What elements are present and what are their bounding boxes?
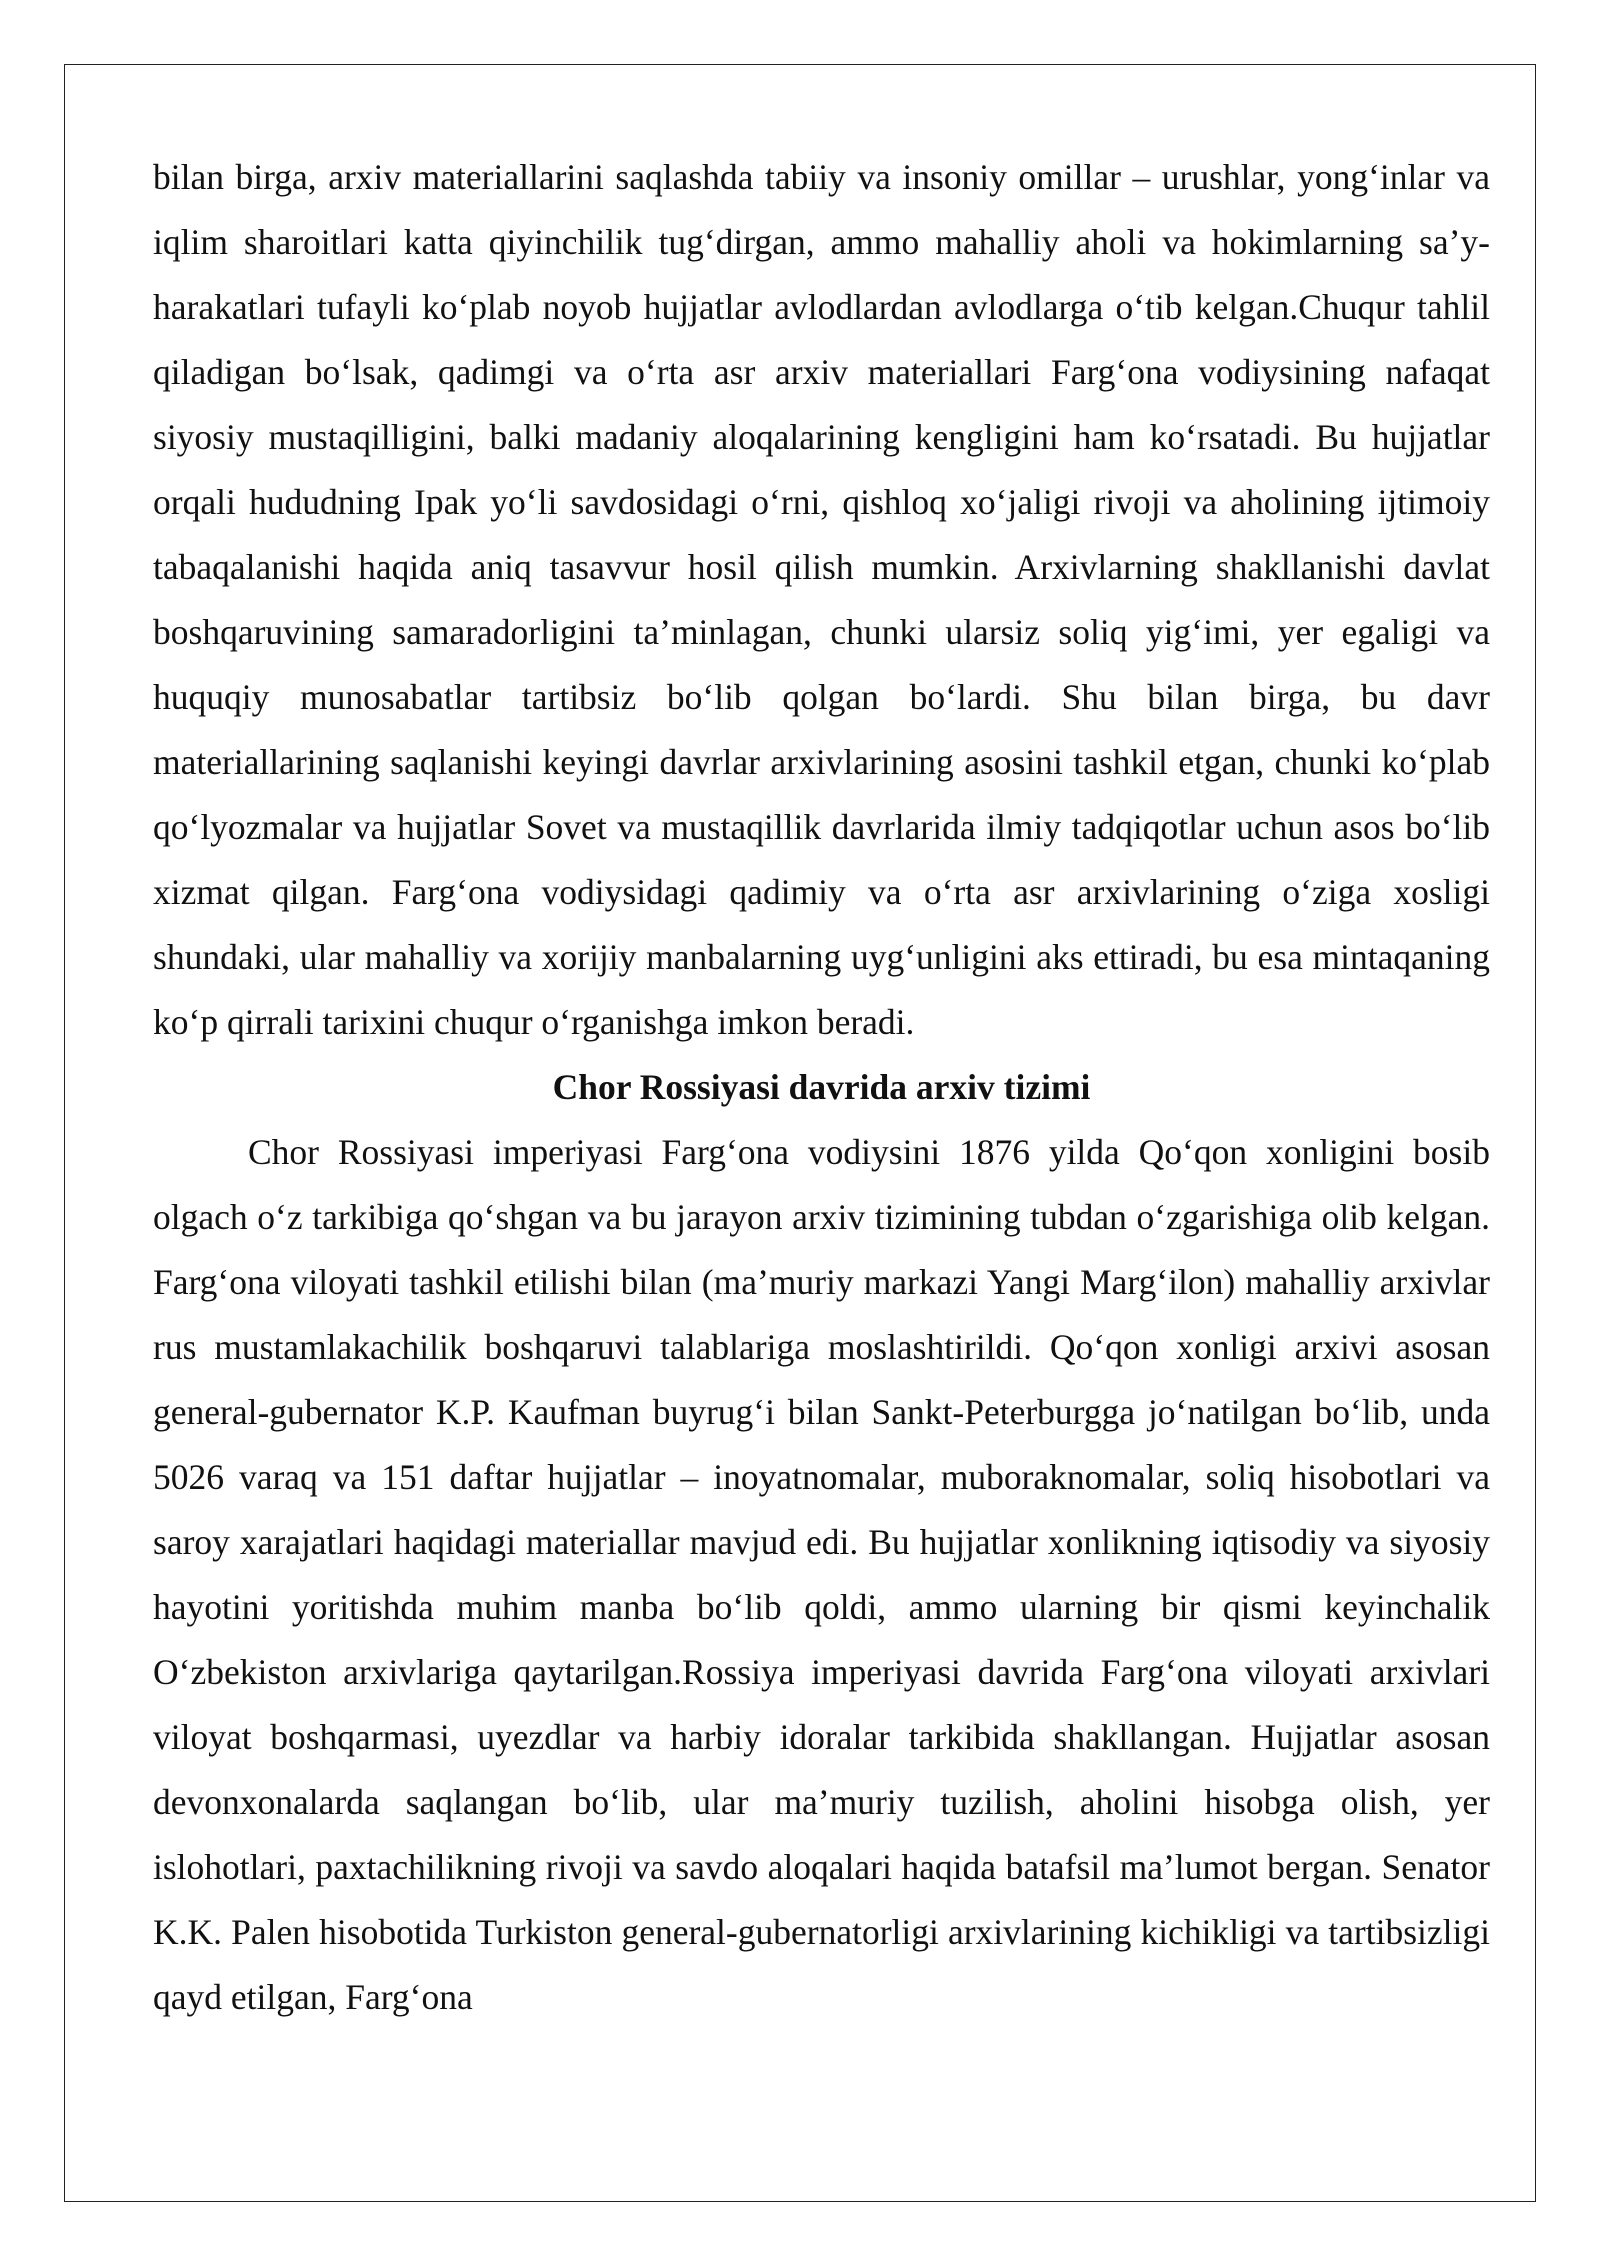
document-body [153,145,1490,2030]
section-heading: Chor Rossiyasi davrida arxiv tizimi [552,1067,1091,1107]
body-paragraph-2: Chor Rossiyasi imperiyasi Farg‘ona vodiysini 1876 yilda Qo‘qon xonligini bosib olgach o‘z tarkibiga qo‘shgan va bu jarayon arxiv tizimining tubdan o‘zgarishiga olib kelgan. Farg‘ona viloyati tashkil etilishi bilan (ma’muriy markazi Yangi Marg‘ilon) mahalliy arxivlar rus mustamlakachilik boshqaruvi talablariga moslashtirildi. Qo‘qon xonligi arxivi asosan general-gubernator K.P. Kaufman buyrug‘i bilan Sankt-Peterburgga jo‘natilgan bo‘lib, unda 5026 varaq va 151 daftar hujjatlar – inoyatnomalar, muboraknomalar, soliq hisobotlari va saroy xarajatlari haqidagi materiallar mavjud edi. Bu hujjatlar xonlikning iqtisodiy va siyosiy hayotini yoritishda muhim manba bo‘lib qoldi, ammo ularning bir qismi keyinchalik O‘zbekiston arxivlariga qaytarilgan.Rossiya imperiyasi davrida Farg‘ona viloyati arxivlari viloyat boshqarmasi, uyezdlar va harbiy idoralar tarkibida shakllangan. Hujjatlar asosan devonxonalarda saqlangan bo‘lib, ular ma’muriy tuzilish, aholini hisobga olish, yer islohotlari, paxtachilikning rivoji va savdo aloqalari haqida batafsil ma’lumot bergan. Senator K.K. Palen hisobotida Turkiston general-gubernatorligi arxivlarining kichikligi va tartibsizligi qayd etilgan, Farg‘ona [153,1132,1490,2017]
body-paragraph-1: bilan birga, arxiv materiallarini saqlashda tabiiy va insoniy omillar – urushlar, yong‘inlar va iqlim sharoitlari katta qiyinchilik tug‘dirgan, ammo mahalliy aholi va hokimlarning sa’y-harakatlari tufayli ko‘plab noyob hujjatlar avlodlardan avlodlarga o‘tib kelgan.Chuqur tahlil qiladigan bo‘lsak, qadimgi va o‘rta asr arxiv materiallari Farg‘ona vodiysining nafaqat siyosiy mustaqilligini, balki madaniy aloqalarining kengligini ham ko‘rsatadi. Bu hujjatlar orqali hududning Ipak yo‘li savdosidagi o‘rni, qishloq xo‘jaligi rivoji va aholining ijtimoiy tabaqalanishi haqida aniq tasavvur hosil qilish mumkin. Arxivlarning shakllanishi davlat boshqaruvining samaradorligini ta’minlagan, chunki ularsiz soliq yig‘imi, yer egaligi va huquqiy munosabatlar tartibsiz bo‘lib qolgan bo‘lardi. Shu bilan birga, bu davr materiallarining saqlanishi keyingi davrlar arxivlarining asosini tashkil etgan, chunki ko‘plab qo‘lyozmalar va hujjatlar Sovet va mustaqillik davrlarida ilmiy tadqiqotlar uchun asos bo‘lib xizmat qilgan. Farg‘ona vodiysidagi qadimiy va o‘rta asr arxivlarining o‘ziga xosligi shundaki, ular mahalliy va xorijiy manbalarning uyg‘unligini aks ettiradi, bu esa mintaqaning ko‘p qirrali tarixini chuqur o‘rganishga imkon beradi. [153,157,1490,1042]
